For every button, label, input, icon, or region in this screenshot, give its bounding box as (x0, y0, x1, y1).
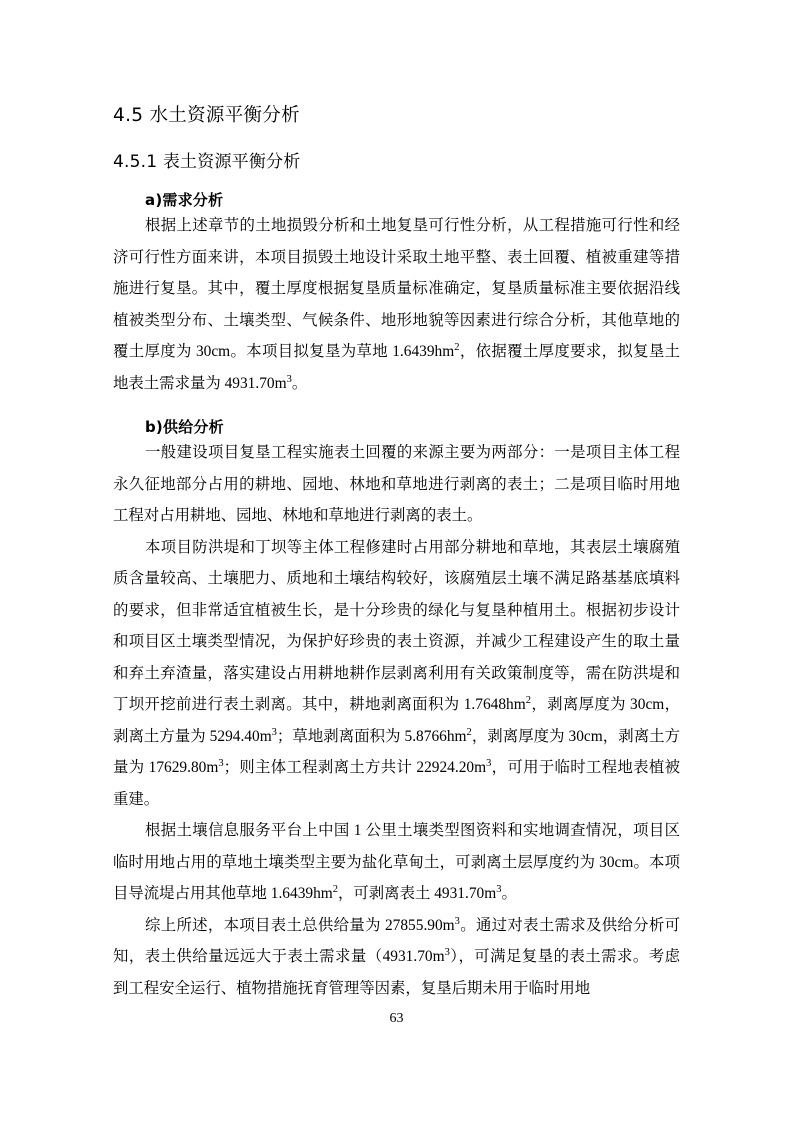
paragraph-b-2-c4: ；则主体工程剥离土方共计 22924.20m (223, 759, 487, 776)
paragraph-b-4-text: 综上所述，本项目表土总供给量为 27855.90m (145, 916, 455, 934)
paragraph-b-2-text: 本项目防洪堤和丁坝等主体工程修建时占用部分耕地和草地，其表层土壤腐殖质含量较高、土壤肥力、质地和土壤结构较好，该腐殖层土壤不满足路基基底填料的要求，但非常适宜植被生长，是十分珍贵的绿化与复垦种植用土。根据初步设计和项目区土壤类型情况，为保护好珍贵的表土资源，并减少工程建设产生的取土量和弃土弃渣量，落实建设占用耕地耕作层剥离利用有关政策制度等，需在防洪堤和丁坝开挖前进行表土剥离。其中，耕地剥离面积为 1.7648hm (113, 538, 680, 713)
paragraph-b-3 (113, 815, 680, 910)
paragraph-a-1-text: 根据上述章节的土地损毁分析和土地复垦可行性分析，从工程措施可行性和经济可行性方面来讲，本项目损毁土地设计采取土地平整、表土回覆、植被重建等措施进行复垦。其中，覆土厚度根据复垦质量标准确定，复垦质量标准主要依据沿线植被类型分布、土壤类型、气候条件、地形地貌等因素进行综合分析，其他草地的覆土厚度为 30cm。本项目拟复垦为草地 1.6439hm (113, 217, 680, 360)
superscript-area-unit: 2 (525, 694, 531, 706)
paragraph-b-4-c1: 。通过对表土需求及供给分析可知，表土供给量远远大于表土需求量（4931.70m (113, 916, 680, 965)
paragraph-b-1: 一般建设项目复垦工程实施表土回覆的来源主要为两部分：一是项目主体工程永久征地部分占用的耕地、园地、林地和草地进行剥离的表土；二是项目临时用地工程对占用耕地、园地、林地和草地进行剥离的表土。 (113, 444, 680, 524)
paragraph-b-2-c5: ，可用于临时工程地表植被重建。 (113, 759, 680, 808)
page-content (113, 0, 680, 1004)
section-heading: 4.5 水土资源平衡分析 (113, 105, 300, 126)
paragraph-b-3-c2: 。 (501, 885, 517, 902)
paragraph-b-4 (113, 910, 680, 1005)
paragraph-b-4-c2: ），可满足复垦的表土需求。考虑到工程安全运行、植物措施抚育管理等因素，复垦后期未用于临时用地 (113, 948, 680, 997)
paragraph-a-1-cont: ，依据覆土厚度要求，拟复垦土地表土需求量为 4931.70m (113, 343, 680, 392)
subsection-block (113, 147, 680, 172)
paragraph-b-3-c1: ，可剥离表土 4931.70m (338, 885, 497, 902)
superscript-volume-unit: 3 (271, 726, 277, 738)
subsection-heading: 4.5.1 表土资源平衡分析 (113, 152, 301, 172)
paragraph-b-2 (113, 532, 680, 816)
paragraph-heading-b: b)供给分析 (145, 418, 224, 436)
superscript-volume-unit: 3 (496, 883, 502, 895)
paragraph-b-3-text: 根据土壤信息服务平台上中国 1 公里土壤类型图资料和实地调查情况，项目区临时用地占用的草地土壤类型主要为盐化草甸土，可剥离土层厚度约为 30cm。本项目导流堤占用其他草地 1.6439hm (113, 822, 680, 902)
superscript-area-unit: 2 (332, 883, 338, 895)
paragraph-b-2-c2: ；草地剥离面积为 5.8766hm (276, 727, 467, 745)
superscript-volume-unit: 3 (286, 373, 292, 385)
superscript-volume-unit: 3 (454, 915, 460, 927)
superscript-volume-unit: 3 (218, 757, 224, 769)
paragraph-a-1 (113, 210, 680, 399)
paragraph-b-2-c1: ，剥离厚度为 30cm，剥离土方量为 5294.40m (113, 696, 681, 745)
page-number: 63 (389, 1011, 404, 1026)
superscript-area-unit: 2 (466, 726, 472, 738)
section-block (113, 101, 680, 127)
superscript-volume-unit: 3 (444, 946, 450, 958)
paragraph-a-1-end: 。 (291, 374, 308, 392)
paragraph-b-2-c3: ，剥离厚度为 30cm，剥离土方量为 17629.80m (113, 727, 681, 776)
superscript-area-unit: 2 (454, 341, 460, 353)
paragraph-heading-a: a)需求分析 (145, 191, 224, 209)
superscript-volume-unit: 3 (486, 757, 492, 769)
